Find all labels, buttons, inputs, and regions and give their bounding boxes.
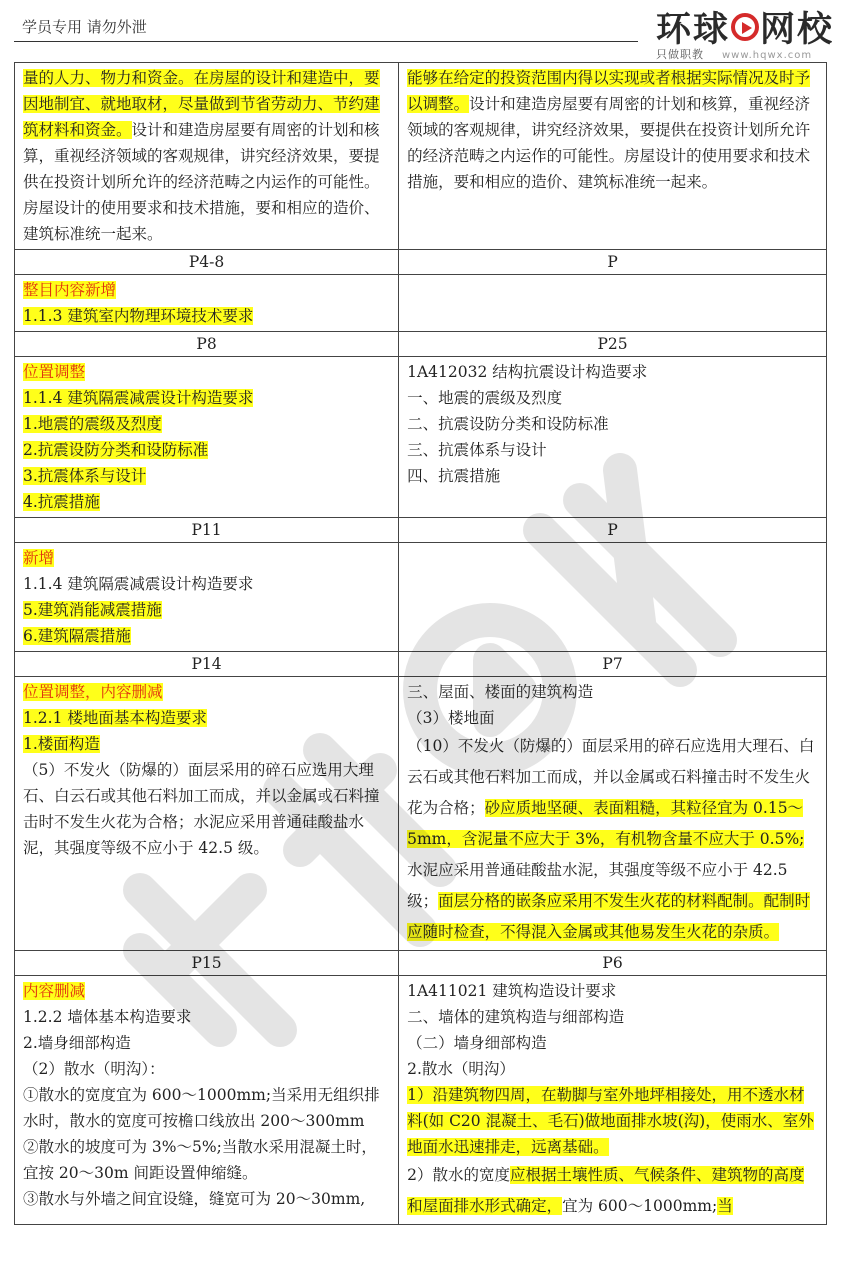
- left-cell: [15, 275, 399, 332]
- highlight-text: 当: [717, 1197, 733, 1215]
- list-item: 3.抗震体系与设计: [23, 467, 147, 485]
- section-title: 三、屋面、楼面的建筑构造: [407, 683, 594, 701]
- logo-tagline-text: 只做职教: [656, 48, 704, 61]
- logo-text-2: 网校: [760, 10, 835, 50]
- body-text: （5）不发火（防爆的）面层采用的碎石应选用大理石、白云石或其他石料加工而成，并以金属或石料撞击时不发生火花为合格；水泥应采用普通硅酸盐水泥，其强度等级不应小于 42.5 级。: [23, 761, 380, 857]
- body-text: ①散水的宽度宜为 600～1000mm;当采用无组织排水时，散水的宽度可按檐口线放出 200～300mm: [23, 1086, 380, 1130]
- highlight-text: 量的人力、物力和资金。在房屋的设计和建造中，要因地制宜、就地取材，尽量做到节省劳动力、节约建筑材料和资金。: [23, 69, 380, 139]
- highlight-text: 1）沿建筑物四周，在勒脚与室外地坪相接处，用不透水材料(如 C20 混凝土、毛石)做地面排水坡(沟)，使雨水、室外地面水迅速排走，远离基础。: [407, 1086, 814, 1156]
- play-icon: [731, 13, 759, 41]
- body-text: （10）不发火（防爆的）面层采用的碎石应选用大理石、白云石或其他石料加工而成，并以金属或石料撞击时不发生火花为合格；: [407, 737, 815, 817]
- logo-tagline: [656, 46, 812, 62]
- list-item: 三、抗震体系与设计: [407, 441, 547, 459]
- right-cell: [399, 543, 827, 652]
- header-notice: 学员专用 请勿外泄: [22, 18, 147, 36]
- list-item: （2）散水（明沟）：: [23, 1060, 165, 1078]
- list-item: 6.建筑隔震措施: [23, 627, 131, 645]
- section-title: 1A411021 建筑构造设计要求: [407, 982, 617, 1000]
- table-row: [15, 63, 827, 250]
- right-cell: [399, 275, 827, 332]
- list-item: 2.抗震设防分类和设防标准: [23, 441, 209, 459]
- page-ref-left: P4-8: [15, 250, 399, 275]
- left-cell: [15, 63, 399, 250]
- list-item: （3）楼地面: [407, 709, 495, 727]
- table-row: [15, 357, 827, 518]
- page-ref-left: P14: [15, 652, 399, 677]
- list-item: 4.抗震措施: [23, 493, 100, 511]
- list-item: 2.墙身细部构造: [23, 1034, 131, 1052]
- list-item: 1.楼面构造: [23, 735, 100, 753]
- list-item: 2.散水（明沟）: [407, 1060, 515, 1078]
- change-tag: 位置调整，内容删减: [23, 683, 163, 701]
- logo-wordmark: [656, 2, 834, 52]
- list-item: 二、抗震设防分类和设防标准: [407, 415, 609, 433]
- right-cell: [399, 357, 827, 518]
- list-item: （二）墙身细部构造: [407, 1034, 547, 1052]
- logo-url: www.hqwx.com: [722, 50, 813, 61]
- body-text: ②散水的坡度可为 3%～5%;当散水采用混凝土时，宜按 20～30m 间距设置伸缩缝。: [23, 1138, 377, 1182]
- list-item: 1.1.4 建筑隔震减震设计构造要求: [23, 389, 254, 407]
- left-cell: [15, 543, 399, 652]
- page-ref-right: P: [399, 518, 827, 543]
- list-item: 1A412032 结构抗震设计构造要求: [407, 363, 648, 381]
- highlight-text: 面层分格的嵌条应采用不发生火花的材料配制。配制时应随时检查，不得混入金属或其他易发生火花的杂质。: [407, 892, 811, 941]
- page-ref-left: P11: [15, 518, 399, 543]
- change-tag: 位置调整: [23, 363, 86, 381]
- page-ref-right: P6: [399, 951, 827, 976]
- page-ref-row: [15, 518, 827, 543]
- right-cell: [399, 677, 827, 951]
- body-text: 2）散水的宽度: [407, 1166, 510, 1184]
- page-ref-right: P7: [399, 652, 827, 677]
- section-title: 1.2.2 墙体基本构造要求: [23, 1008, 192, 1026]
- brand-logo: [656, 2, 836, 62]
- body-text: 设计和建造房屋要有周密的计划和核算，重视经济领域的客观规律，讲究经济效果，要提供在投资计划所允许的经济范畴之内运作的可能性。房屋设计的使用要求和技术措施，要和相应的造价、建筑标准统一起来。: [407, 95, 811, 191]
- body-text: 设计和建造房屋要有周密的计划和核算，重视经济领域的客观规律，讲究经济效果，要提供在投资计划所允许的经济范畴之内运作的可能性。房屋设计的使用要求和技术措施，要和相应的造价、建筑标准统一起来。: [23, 121, 380, 243]
- page-ref-row: [15, 951, 827, 976]
- body-text: 宜为 600～1000mm;: [562, 1197, 718, 1215]
- page-ref-right: P: [399, 250, 827, 275]
- right-cell: [399, 976, 827, 1225]
- right-cell: [399, 63, 827, 250]
- logo-text-1: 环球: [656, 10, 731, 50]
- section-title: 1.1.4 建筑隔震减震设计构造要求: [23, 575, 254, 593]
- page-ref-row: [15, 652, 827, 677]
- page-ref-row: [15, 332, 827, 357]
- list-item: 四、抗震措施: [407, 467, 501, 485]
- page-ref-row: [15, 250, 827, 275]
- table-row: [15, 976, 827, 1225]
- change-tag: 内容删减: [23, 982, 86, 1000]
- left-cell: [15, 677, 399, 951]
- body-text: ③散水与外墙之间宜设缝，缝宽可为 20～30mm,: [23, 1190, 366, 1208]
- header-rule: [14, 41, 638, 42]
- table-row: [15, 543, 827, 652]
- change-tag: 新增: [23, 549, 55, 567]
- page-header: [0, 0, 841, 61]
- page-ref-left: P8: [15, 332, 399, 357]
- highlight-text: 能够在给定的投资范围内得以实现或者根据实际情况及时予以调整。: [407, 69, 811, 113]
- list-item: 二、墙体的建筑构造与细部构造: [407, 1008, 625, 1026]
- left-cell: [15, 357, 399, 518]
- body-text: 水泥应采用普通硅酸盐水泥，其强度等级不应小于 42.5 级；: [407, 861, 788, 910]
- list-item: 一、地震的震级及烈度: [407, 389, 563, 407]
- left-cell: [15, 976, 399, 1225]
- comparison-table: [14, 62, 827, 1225]
- section-title: 1.2.1 楼地面基本构造要求: [23, 709, 207, 727]
- page-ref-right: P25: [399, 332, 827, 357]
- highlight-text: 砂应质地坚硬、表面粗糙，其粒径宜为 0.15～5mm，含泥量不应大于 3%，有机物含量不应大于 0.5%;: [407, 799, 805, 848]
- section-title: 1.1.3 建筑室内物理环境技术要求: [23, 307, 254, 325]
- change-tag: 整目内容新增: [23, 281, 117, 299]
- page-ref-left: P15: [15, 951, 399, 976]
- list-item: 5.建筑消能减震措施: [23, 601, 162, 619]
- highlight-text: 应根据土壤性质、气候条件、建筑物的高度和屋面排水形式确定，: [407, 1166, 805, 1215]
- list-item: 1.地震的震级及烈度: [23, 415, 162, 433]
- table-row: [15, 677, 827, 951]
- table-row: [15, 275, 827, 332]
